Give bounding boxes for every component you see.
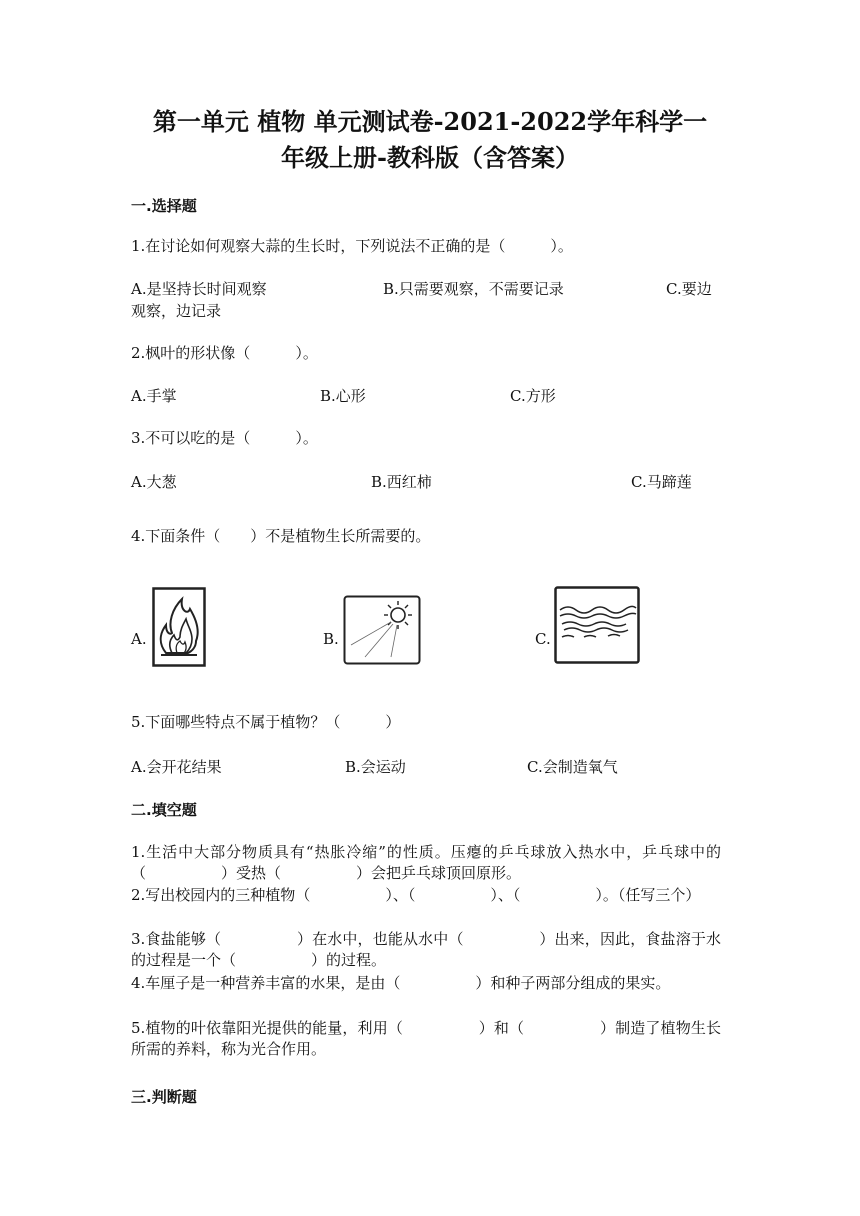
question-5: 5.下面哪些特点不属于植物？（ ） bbox=[131, 713, 401, 731]
fill-blank-4: 4.车厘子是一种营养丰富的水果，是由（ ）和种子两部分组成的果实。 bbox=[131, 974, 671, 992]
question-2: 2.枫叶的形状像（ ）。 bbox=[131, 344, 318, 362]
q1-option-a: A.是坚持长时间观察 bbox=[131, 280, 267, 298]
question-4: 4.下面条件（ ）不是植物生长所需要的。 bbox=[131, 527, 431, 545]
section-heading-true-false: 三.判断题 bbox=[131, 1088, 197, 1106]
q5-option-c: C.会制造氧气 bbox=[527, 758, 618, 776]
fill-blank-3: 3.食盐能够（ ）在水中，也能从水中（ ）出来，因此，食盐溶于水的过程是一个（ ）的过程。 bbox=[131, 930, 721, 969]
question-1: 1.在讨论如何观察大蒜的生长时，下列说法不正确的是（ ）。 bbox=[131, 237, 573, 255]
q2-option-b: B.心形 bbox=[320, 387, 366, 405]
q5-option-b: B.会运动 bbox=[345, 758, 406, 776]
q2-option-c: C.方形 bbox=[510, 387, 556, 405]
q3-option-b: B.西红柿 bbox=[371, 473, 432, 491]
title-line-1: 第一单元 植物 单元测试卷-2021-2022学年科学一 bbox=[152, 107, 708, 136]
fill-blank-2: 2.写出校园内的三种植物（ ）、（ ）、（ ）。（任写三个） bbox=[131, 886, 701, 904]
q4-option-c-label: C. bbox=[535, 630, 551, 648]
section-heading-fill-blank: 二.填空题 bbox=[131, 801, 197, 819]
fill-blank-5: 5.植物的叶依靠阳光提供的能量，利用（ ）和（ ）制造了植物生长所需的养料，称为光合作用。 bbox=[131, 1019, 721, 1058]
q5-option-a: A.会开花结果 bbox=[131, 758, 222, 776]
q4-option-a-label: A. bbox=[131, 630, 147, 648]
section-heading-choice: 一.选择题 bbox=[131, 197, 197, 215]
q1-option-b: B.只需要观察，不需要记录 bbox=[383, 280, 564, 298]
q2-option-a: A.手掌 bbox=[131, 387, 177, 405]
page-title bbox=[120, 104, 740, 176]
title-line-2: 年级上册-教科版（含答案） bbox=[281, 143, 579, 172]
sun-icon bbox=[343, 595, 421, 665]
question-3: 3.不可以吃的是（ ）。 bbox=[131, 429, 318, 447]
q1-option-c: C.要边 bbox=[666, 280, 712, 298]
fire-icon bbox=[152, 587, 206, 667]
q3-option-a: A.大葱 bbox=[131, 473, 177, 491]
fill-blank-1: 1.生活中大部分物质具有“热胀冷缩”的性质。压瘪的乒乓球放入热水中，乒乓球中的（ ）受热（ ）会把乒乓球顶回原形。 bbox=[131, 843, 721, 882]
q1-option-c-continued: 观察，边记录 bbox=[131, 302, 222, 320]
q4-option-b-label: B. bbox=[323, 630, 339, 648]
water-icon bbox=[554, 586, 640, 664]
q3-option-c: C.马蹄莲 bbox=[631, 473, 692, 491]
